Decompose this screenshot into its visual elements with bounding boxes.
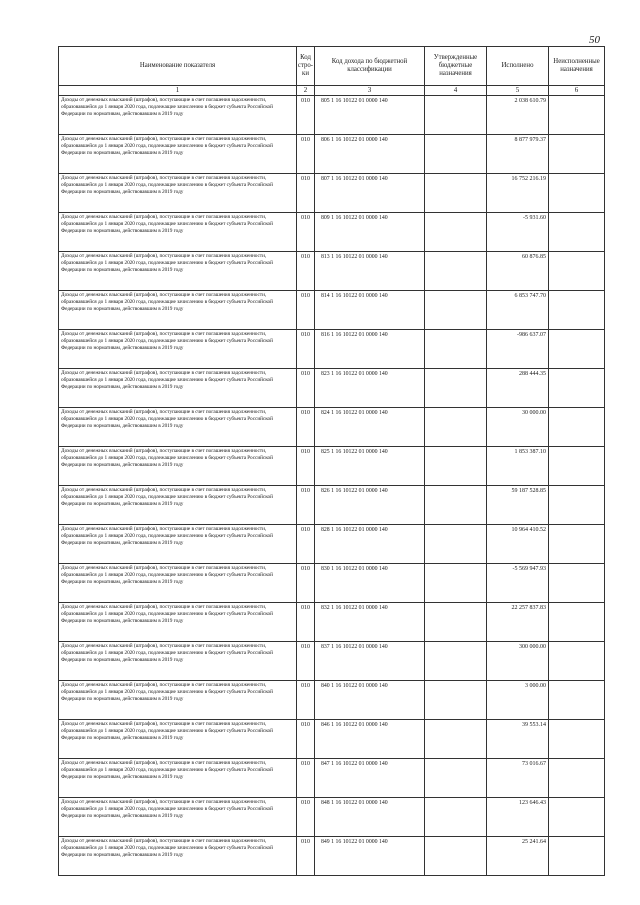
row-name: Доходы от денежных взысканий (штрафов), поступающие в счет погашения задолженности, образовавшейся до 1 января 2020 года, подлежащие зачислению в бюджет субъекта Российской Федерации по нормативам, действовавшим в 2019 году — [59, 759, 297, 798]
row-revenue-code: 849 1 16 10122 01 0000 140 — [315, 837, 425, 876]
header-approved: Утвержденные бюджетные назначения — [425, 47, 487, 86]
row-line-code: 010 — [297, 447, 315, 486]
row-approved — [425, 525, 487, 564]
row-approved — [425, 642, 487, 681]
row-line-code: 010 — [297, 642, 315, 681]
row-unexecuted — [549, 252, 605, 291]
row-name: Доходы от денежных взысканий (штрафов), поступающие в счет погашения задолженности, образовавшейся до 1 января 2020 года, подлежащие зачислению в бюджет субъекта Российской Федерации по нормативам, действовавшим в 2019 году — [59, 408, 297, 447]
row-approved — [425, 720, 487, 759]
row-revenue-code: 824 1 16 10122 01 0000 140 — [315, 408, 425, 447]
row-unexecuted — [549, 564, 605, 603]
column-number: 1 — [59, 86, 297, 96]
row-name: Доходы от денежных взысканий (штрафов), поступающие в счет погашения задолженности, образовавшейся до 1 января 2020 года, подлежащие зачислению в бюджет субъекта Российской Федерации по нормативам, действовавшим в 2019 году — [59, 564, 297, 603]
row-revenue-code: 846 1 16 10122 01 0000 140 — [315, 720, 425, 759]
row-unexecuted — [549, 330, 605, 369]
table-row — [59, 798, 605, 837]
row-revenue-code: 805 1 16 10122 01 0000 140 — [315, 96, 425, 135]
row-revenue-code: 828 1 16 10122 01 0000 140 — [315, 525, 425, 564]
row-approved — [425, 369, 487, 408]
row-name: Доходы от денежных взысканий (штрафов), поступающие в счет погашения задолженности, образовавшейся до 1 января 2020 года, подлежащие зачислению в бюджет субъекта Российской Федерации по нормативам, действовавшим в 2019 году — [59, 96, 297, 135]
row-revenue-code: 825 1 16 10122 01 0000 140 — [315, 447, 425, 486]
row-revenue-code: 813 1 16 10122 01 0000 140 — [315, 252, 425, 291]
header-executed: Исполнено — [487, 47, 549, 86]
row-executed: 60 876.85 — [487, 252, 549, 291]
table-header-row — [59, 47, 605, 86]
row-revenue-code: 806 1 16 10122 01 0000 140 — [315, 135, 425, 174]
row-line-code: 010 — [297, 603, 315, 642]
row-unexecuted — [549, 798, 605, 837]
row-executed: 30 000.00 — [487, 408, 549, 447]
row-unexecuted — [549, 525, 605, 564]
row-name: Доходы от денежных взысканий (штрафов), поступающие в счет погашения задолженности, образовавшейся до 1 января 2020 года, подлежащие зачислению в бюджет субъекта Российской Федерации по нормативам, действовавшим в 2019 году — [59, 681, 297, 720]
row-line-code: 010 — [297, 720, 315, 759]
row-executed: 6 853 747.70 — [487, 291, 549, 330]
table-row — [59, 96, 605, 135]
row-executed: 3 000.00 — [487, 681, 549, 720]
column-number: 6 — [549, 86, 605, 96]
row-name: Доходы от денежных взысканий (штрафов), поступающие в счет погашения задолженности, образовавшейся до 1 января 2020 года, подлежащие зачислению в бюджет субъекта Российской Федерации по нормативам, действовавшим в 2019 году — [59, 603, 297, 642]
row-executed: -986 637.07 — [487, 330, 549, 369]
row-executed: 73 016.67 — [487, 759, 549, 798]
row-unexecuted — [549, 603, 605, 642]
row-approved — [425, 291, 487, 330]
row-line-code: 010 — [297, 369, 315, 408]
table-row — [59, 837, 605, 876]
header-line-code: Код стро-ки — [297, 47, 315, 86]
row-executed: 22 257 837.83 — [487, 603, 549, 642]
table-row — [59, 252, 605, 291]
column-number: 5 — [487, 86, 549, 96]
row-line-code: 010 — [297, 837, 315, 876]
row-name: Доходы от денежных взысканий (штрафов), поступающие в счет погашения задолженности, образовавшейся до 1 января 2020 года, подлежащие зачислению в бюджет субъекта Российской Федерации по нормативам, действовавшим в 2019 году — [59, 291, 297, 330]
row-line-code: 010 — [297, 213, 315, 252]
row-unexecuted — [549, 213, 605, 252]
row-line-code: 010 — [297, 564, 315, 603]
table-row — [59, 681, 605, 720]
row-line-code: 010 — [297, 330, 315, 369]
row-approved — [425, 759, 487, 798]
table-row — [59, 720, 605, 759]
row-approved — [425, 330, 487, 369]
row-approved — [425, 252, 487, 291]
row-unexecuted — [549, 837, 605, 876]
row-name: Доходы от денежных взысканий (штрафов), поступающие в счет погашения задолженности, образовавшейся до 1 января 2020 года, подлежащие зачислению в бюджет субъекта Российской Федерации по нормативам, действовавшим в 2019 году — [59, 486, 297, 525]
row-executed: 59 187 528.85 — [487, 486, 549, 525]
row-executed: 288 444.35 — [487, 369, 549, 408]
row-name: Доходы от денежных взысканий (штрафов), поступающие в счет погашения задолженности, образовавшейся до 1 января 2020 года, подлежащие зачислению в бюджет субъекта Российской Федерации по нормативам, действовавшим в 2019 году — [59, 135, 297, 174]
row-approved — [425, 447, 487, 486]
row-unexecuted — [549, 408, 605, 447]
row-revenue-code: 848 1 16 10122 01 0000 140 — [315, 798, 425, 837]
row-revenue-code: 826 1 16 10122 01 0000 140 — [315, 486, 425, 525]
row-unexecuted — [549, 486, 605, 525]
row-line-code: 010 — [297, 174, 315, 213]
row-executed: 2 038 610.79 — [487, 96, 549, 135]
table-row — [59, 642, 605, 681]
row-revenue-code: 832 1 16 10122 01 0000 140 — [315, 603, 425, 642]
row-revenue-code: 837 1 16 10122 01 0000 140 — [315, 642, 425, 681]
row-executed: 1 853 387.10 — [487, 447, 549, 486]
row-revenue-code: 840 1 16 10122 01 0000 140 — [315, 681, 425, 720]
row-line-code: 010 — [297, 408, 315, 447]
row-approved — [425, 603, 487, 642]
row-executed: 8 877 979.37 — [487, 135, 549, 174]
row-name: Доходы от денежных взысканий (штрафов), поступающие в счет погашения задолженности, образовавшейся до 1 января 2020 года, подлежащие зачислению в бюджет субъекта Российской Федерации по нормативам, действовавшим в 2019 году — [59, 525, 297, 564]
row-approved — [425, 798, 487, 837]
row-line-code: 010 — [297, 252, 315, 291]
column-number: 4 — [425, 86, 487, 96]
row-name: Доходы от денежных взысканий (штрафов), поступающие в счет погашения задолженности, образовавшейся до 1 января 2020 года, подлежащие зачислению в бюджет субъекта Российской Федерации по нормативам, действовавшим в 2019 году — [59, 798, 297, 837]
row-approved — [425, 408, 487, 447]
row-executed: 123 646.43 — [487, 798, 549, 837]
row-revenue-code: 809 1 16 10122 01 0000 140 — [315, 213, 425, 252]
row-approved — [425, 837, 487, 876]
row-executed: -5 569 947.93 — [487, 564, 549, 603]
row-unexecuted — [549, 135, 605, 174]
row-revenue-code: 847 1 16 10122 01 0000 140 — [315, 759, 425, 798]
row-executed: 39 553.14 — [487, 720, 549, 759]
table-row — [59, 135, 605, 174]
row-name: Доходы от денежных взысканий (штрафов), поступающие в счет погашения задолженности, образовавшейся до 1 января 2020 года, подлежащие зачислению в бюджет субъекта Российской Федерации по нормативам, действовавшим в 2019 году — [59, 369, 297, 408]
row-unexecuted — [549, 369, 605, 408]
row-line-code: 010 — [297, 681, 315, 720]
row-approved — [425, 135, 487, 174]
row-name: Доходы от денежных взысканий (штрафов), поступающие в счет погашения задолженности, образовавшейся до 1 января 2020 года, подлежащие зачислению в бюджет субъекта Российской Федерации по нормативам, действовавшим в 2019 году — [59, 447, 297, 486]
header-indicator-name: Наименование показателя — [59, 47, 297, 86]
row-unexecuted — [549, 96, 605, 135]
row-line-code: 010 — [297, 525, 315, 564]
row-revenue-code: 823 1 16 10122 01 0000 140 — [315, 369, 425, 408]
row-unexecuted — [549, 720, 605, 759]
header-revenue-code: Код дохода по бюджетной классификации — [315, 47, 425, 86]
row-name: Доходы от денежных взысканий (штрафов), поступающие в счет погашения задолженности, образовавшейся до 1 января 2020 года, подлежащие зачислению в бюджет субъекта Российской Федерации по нормативам, действовавшим в 2019 году — [59, 330, 297, 369]
table-row — [59, 330, 605, 369]
table-body — [59, 96, 605, 876]
row-unexecuted — [549, 291, 605, 330]
row-name: Доходы от денежных взысканий (штрафов), поступающие в счет погашения задолженности, образовавшейся до 1 января 2020 года, подлежащие зачислению в бюджет субъекта Российской Федерации по нормативам, действовавшим в 2019 году — [59, 252, 297, 291]
row-approved — [425, 564, 487, 603]
row-approved — [425, 486, 487, 525]
row-revenue-code: 830 1 16 10122 01 0000 140 — [315, 564, 425, 603]
row-unexecuted — [549, 759, 605, 798]
row-line-code: 010 — [297, 759, 315, 798]
row-executed: 10 964 410.52 — [487, 525, 549, 564]
header-unexecuted: Неисполненные назначения — [549, 47, 605, 86]
row-unexecuted — [549, 174, 605, 213]
table-row — [59, 603, 605, 642]
row-line-code: 010 — [297, 486, 315, 525]
row-executed: 16 752 216.19 — [487, 174, 549, 213]
row-line-code: 010 — [297, 96, 315, 135]
table-row — [59, 486, 605, 525]
row-executed: -5 931.60 — [487, 213, 549, 252]
table-row — [59, 174, 605, 213]
row-unexecuted — [549, 681, 605, 720]
row-executed: 25 241.64 — [487, 837, 549, 876]
table-row — [59, 759, 605, 798]
table-row — [59, 564, 605, 603]
revenue-table — [58, 46, 605, 876]
row-executed: 300 000.00 — [487, 642, 549, 681]
row-approved — [425, 96, 487, 135]
table-row — [59, 447, 605, 486]
row-approved — [425, 213, 487, 252]
table-row — [59, 369, 605, 408]
page-number: 50 — [589, 34, 600, 46]
row-name: Доходы от денежных взысканий (штрафов), поступающие в счет погашения задолженности, образовавшейся до 1 января 2020 года, подлежащие зачислению в бюджет субъекта Российской Федерации по нормативам, действовавшим в 2019 году — [59, 837, 297, 876]
row-revenue-code: 814 1 16 10122 01 0000 140 — [315, 291, 425, 330]
row-revenue-code: 816 1 16 10122 01 0000 140 — [315, 330, 425, 369]
row-name: Доходы от денежных взысканий (штрафов), поступающие в счет погашения задолженности, образовавшейся до 1 января 2020 года, подлежащие зачислению в бюджет субъекта Российской Федерации по нормативам, действовавшим в 2019 году — [59, 213, 297, 252]
row-unexecuted — [549, 642, 605, 681]
table-row — [59, 291, 605, 330]
table-row — [59, 408, 605, 447]
row-name: Доходы от денежных взысканий (штрафов), поступающие в счет погашения задолженности, образовавшейся до 1 января 2020 года, подлежащие зачислению в бюджет субъекта Российской Федерации по нормативам, действовавшим в 2019 году — [59, 174, 297, 213]
row-approved — [425, 681, 487, 720]
column-number: 2 — [297, 86, 315, 96]
table-row — [59, 213, 605, 252]
row-unexecuted — [549, 447, 605, 486]
column-number-row — [59, 86, 605, 96]
row-name: Доходы от денежных взысканий (штрафов), поступающие в счет погашения задолженности, образовавшейся до 1 января 2020 года, подлежащие зачислению в бюджет субъекта Российской Федерации по нормативам, действовавшим в 2019 году — [59, 642, 297, 681]
column-number: 3 — [315, 86, 425, 96]
row-line-code: 010 — [297, 135, 315, 174]
row-approved — [425, 174, 487, 213]
row-line-code: 010 — [297, 291, 315, 330]
row-revenue-code: 807 1 16 10122 01 0000 140 — [315, 174, 425, 213]
row-line-code: 010 — [297, 798, 315, 837]
row-name: Доходы от денежных взысканий (штрафов), поступающие в счет погашения задолженности, образовавшейся до 1 января 2020 года, подлежащие зачислению в бюджет субъекта Российской Федерации по нормативам, действовавшим в 2019 году — [59, 720, 297, 759]
table-row — [59, 525, 605, 564]
